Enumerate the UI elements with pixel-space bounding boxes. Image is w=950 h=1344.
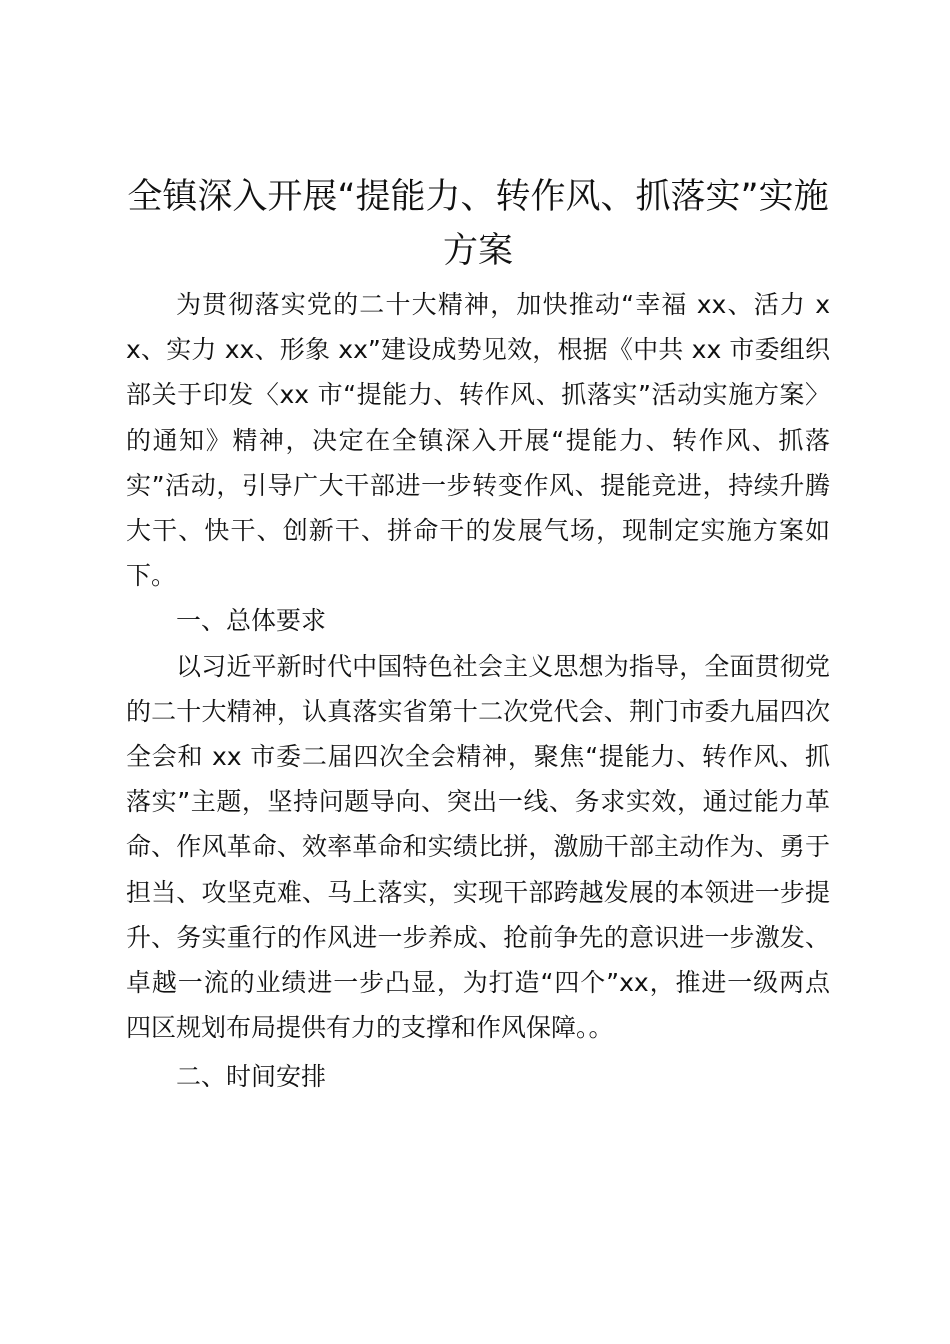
section-heading-schedule: 二、时间安排 — [176, 1062, 327, 1092]
section-paragraph-overall-requirements: 以习近平新时代中国特色社会主义思想为指导，全面贯彻党的二十大精神，认真落实省第十二次党代会、荆门市委九届四次全会和 xx 市委二届四次全会精神，聚焦“提能力、转作风、抓落实”主题，坚持问题导向、突出一线、务求实效，通过能力革命、作风革命、效率革命和实绩比拼，激励干部主动作为、勇于担当、攻坚克难、马上落实，实现干部跨越发展的本领进一步提升、务实重行的作风进一步养成、抢前争先的意识进一步激发、卓越一流的业绩进一步凸显，为打造“四个”xx，推进一级两点四区规划布局提供有力的支撑和作风保障。。 — [126, 651, 830, 1043]
document-body — [126, 170, 830, 1100]
intro-paragraph: 为贯彻落实党的二十大精神，加快推动“幸福 xx、活力 xx、实力 xx、形象 xx”建设成势见效，根据《中共 xx 市委组织部关于印发〈xx 市“提能力、转作风、抓落实”活动实施方案〉的通知》精神，决定在全镇深入开展“提能力、转作风、抓落实”活动，引导广大干部进一步转变作风、提能竞进，持续升腾大干、快干、创新干、拼命干的发展气场，现制定实施方案如下。 — [126, 290, 830, 591]
section-heading-overall-requirements: 一、总体要求 — [176, 606, 327, 636]
document-title: 全镇深入开展“提能力、转作风、抓落实”实施方案 — [127, 177, 829, 271]
